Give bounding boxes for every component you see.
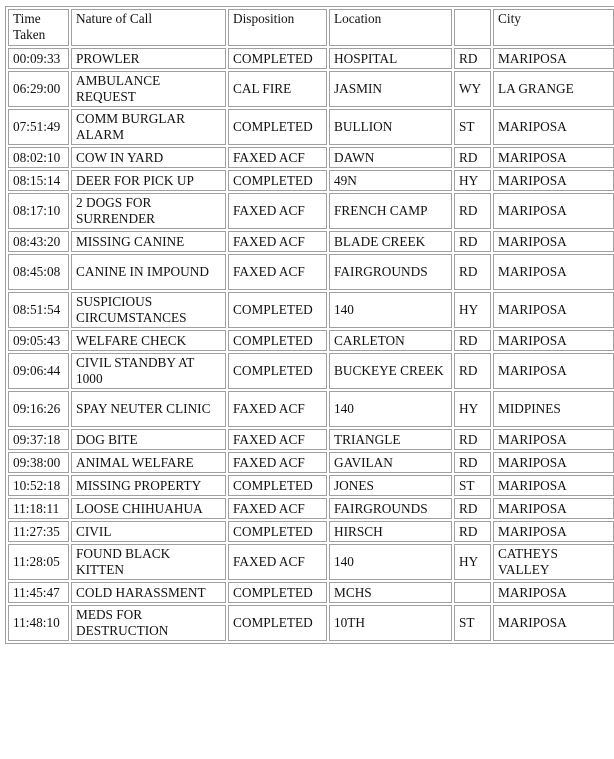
cell-nature-of-call: COMM BURGLAR ALARM [71,109,226,145]
cell-disposition: FAXED ACF [228,193,327,229]
cell-city: MARIPOSA [493,48,614,69]
cell-street-type: RD [454,498,491,519]
cell-street-type: ST [454,109,491,145]
cell-location: 140 [329,544,452,580]
table-row [8,498,614,519]
cell-nature-of-call: CIVIL [71,521,226,542]
cell-location: FRENCH CAMP [329,193,452,229]
cell-time-taken: 00:09:33 [8,48,69,69]
cell-street-type: RD [454,254,491,290]
cell-location: BULLION [329,109,452,145]
cell-time-taken: 08:45:08 [8,254,69,290]
table-row [8,48,614,69]
cell-time-taken: 11:45:47 [8,582,69,603]
cell-time-taken: 08:15:14 [8,170,69,191]
cell-city: MARIPOSA [493,231,614,252]
cell-city: MIDPINES [493,391,614,427]
cell-street-type: WY [454,71,491,107]
cell-time-taken: 10:52:18 [8,475,69,496]
header-location: Location [329,9,452,46]
table-row [8,605,614,641]
cell-time-taken: 11:18:11 [8,498,69,519]
table-row [8,71,614,107]
cell-time-taken: 08:02:10 [8,147,69,168]
cell-city: MARIPOSA [493,109,614,145]
cell-time-taken: 06:29:00 [8,71,69,107]
cell-nature-of-call: DOG BITE [71,429,226,450]
cell-disposition: FAXED ACF [228,147,327,168]
cell-time-taken: 11:28:05 [8,544,69,580]
cell-street-type: RD [454,429,491,450]
cell-street-type: RD [454,330,491,351]
cell-location: MCHS [329,582,452,603]
table-row [8,170,614,191]
table-row [8,193,614,229]
cell-street-type: RD [454,452,491,473]
cell-time-taken: 07:51:49 [8,109,69,145]
cell-location: BUCKEYE CREEK [329,353,452,389]
cell-street-type: HY [454,292,491,328]
cell-disposition: FAXED ACF [228,391,327,427]
cell-city: LA GRANGE [493,71,614,107]
header-nature-of-call: Nature of Call [71,9,226,46]
table-row [8,231,614,252]
table-row [8,475,614,496]
cell-disposition: COMPLETED [228,330,327,351]
cell-nature-of-call: FOUND BLACK KITTEN [71,544,226,580]
table-row [8,330,614,351]
cell-nature-of-call: LOOSE CHIHUAHUA [71,498,226,519]
cell-disposition: FAXED ACF [228,231,327,252]
call-log-table [5,6,614,644]
table-row [8,429,614,450]
cell-city: MARIPOSA [493,605,614,641]
cell-location: 140 [329,391,452,427]
cell-nature-of-call: COW IN YARD [71,147,226,168]
cell-city: MARIPOSA [493,582,614,603]
header-disposition: Disposition [228,9,327,46]
cell-disposition: FAXED ACF [228,498,327,519]
cell-nature-of-call: CANINE IN IMPOUND [71,254,226,290]
cell-city: MARIPOSA [493,521,614,542]
cell-disposition: COMPLETED [228,475,327,496]
cell-location: GAVILAN [329,452,452,473]
cell-city: MARIPOSA [493,498,614,519]
table-row [8,582,614,603]
cell-time-taken: 11:27:35 [8,521,69,542]
cell-time-taken: 09:38:00 [8,452,69,473]
cell-location: JASMIN [329,71,452,107]
cell-street-type: RD [454,353,491,389]
cell-time-taken: 09:37:18 [8,429,69,450]
cell-time-taken: 09:16:26 [8,391,69,427]
cell-location: BLADE CREEK [329,231,452,252]
cell-time-taken: 11:48:10 [8,605,69,641]
cell-location: FAIRGROUNDS [329,498,452,519]
cell-nature-of-call: MISSING PROPERTY [71,475,226,496]
cell-location: 10TH [329,605,452,641]
table-row [8,292,614,328]
cell-city: MARIPOSA [493,147,614,168]
cell-street-type: RD [454,231,491,252]
cell-nature-of-call: ANIMAL WELFARE [71,452,226,473]
cell-street-type: RD [454,48,491,69]
cell-city: MARIPOSA [493,170,614,191]
table-header-row [8,9,614,46]
cell-time-taken: 08:51:54 [8,292,69,328]
cell-disposition: COMPLETED [228,605,327,641]
cell-city: CATHEYS VALLEY [493,544,614,580]
cell-nature-of-call: WELFARE CHECK [71,330,226,351]
cell-city: MARIPOSA [493,330,614,351]
cell-disposition: FAXED ACF [228,429,327,450]
table-row [8,544,614,580]
cell-nature-of-call: PROWLER [71,48,226,69]
cell-location: HIRSCH [329,521,452,542]
cell-street-type: RD [454,521,491,542]
cell-disposition: COMPLETED [228,353,327,389]
cell-location: CARLETON [329,330,452,351]
cell-location: DAWN [329,147,452,168]
header-time-taken: Time Taken [8,9,69,46]
cell-city: MARIPOSA [493,193,614,229]
cell-nature-of-call: 2 DOGS FOR SURRENDER [71,193,226,229]
cell-location: HOSPITAL [329,48,452,69]
cell-nature-of-call: MISSING CANINE [71,231,226,252]
cell-city: MARIPOSA [493,452,614,473]
cell-city: MARIPOSA [493,475,614,496]
cell-street-type: HY [454,170,491,191]
cell-location: JONES [329,475,452,496]
cell-disposition: COMPLETED [228,582,327,603]
cell-street-type: RD [454,147,491,168]
call-log-container [5,6,614,644]
cell-disposition: FAXED ACF [228,452,327,473]
cell-location: 140 [329,292,452,328]
cell-disposition: COMPLETED [228,170,327,191]
cell-nature-of-call: SUSPICIOUS CIRCUMSTANCES [71,292,226,328]
cell-nature-of-call: MEDS FOR DESTRUCTION [71,605,226,641]
table-row [8,452,614,473]
cell-disposition: FAXED ACF [228,254,327,290]
table-row [8,353,614,389]
cell-time-taken: 09:05:43 [8,330,69,351]
cell-disposition: COMPLETED [228,521,327,542]
table-row [8,147,614,168]
table-row [8,254,614,290]
cell-time-taken: 08:43:20 [8,231,69,252]
header-street-type [454,9,491,46]
cell-city: MARIPOSA [493,353,614,389]
cell-location: TRIANGLE [329,429,452,450]
table-row [8,391,614,427]
cell-street-type: HY [454,544,491,580]
cell-street-type: ST [454,475,491,496]
cell-street-type: HY [454,391,491,427]
cell-disposition: COMPLETED [228,109,327,145]
cell-street-type: RD [454,193,491,229]
call-log-body [8,48,614,641]
cell-disposition: CAL FIRE [228,71,327,107]
cell-disposition: COMPLETED [228,48,327,69]
cell-nature-of-call: CIVIL STANDBY AT 1000 [71,353,226,389]
cell-disposition: COMPLETED [228,292,327,328]
cell-location: 49N [329,170,452,191]
cell-disposition: FAXED ACF [228,544,327,580]
cell-time-taken: 08:17:10 [8,193,69,229]
cell-nature-of-call: AMBULANCE REQUEST [71,71,226,107]
cell-city: MARIPOSA [493,292,614,328]
cell-city: MARIPOSA [493,254,614,290]
cell-location: FAIRGROUNDS [329,254,452,290]
table-row [8,109,614,145]
header-city: City [493,9,614,46]
cell-time-taken: 09:06:44 [8,353,69,389]
cell-street-type [454,582,491,603]
cell-nature-of-call: COLD HARASSMENT [71,582,226,603]
cell-nature-of-call: DEER FOR PICK UP [71,170,226,191]
cell-nature-of-call: SPAY NEUTER CLINIC [71,391,226,427]
cell-street-type: ST [454,605,491,641]
table-row [8,521,614,542]
cell-city: MARIPOSA [493,429,614,450]
